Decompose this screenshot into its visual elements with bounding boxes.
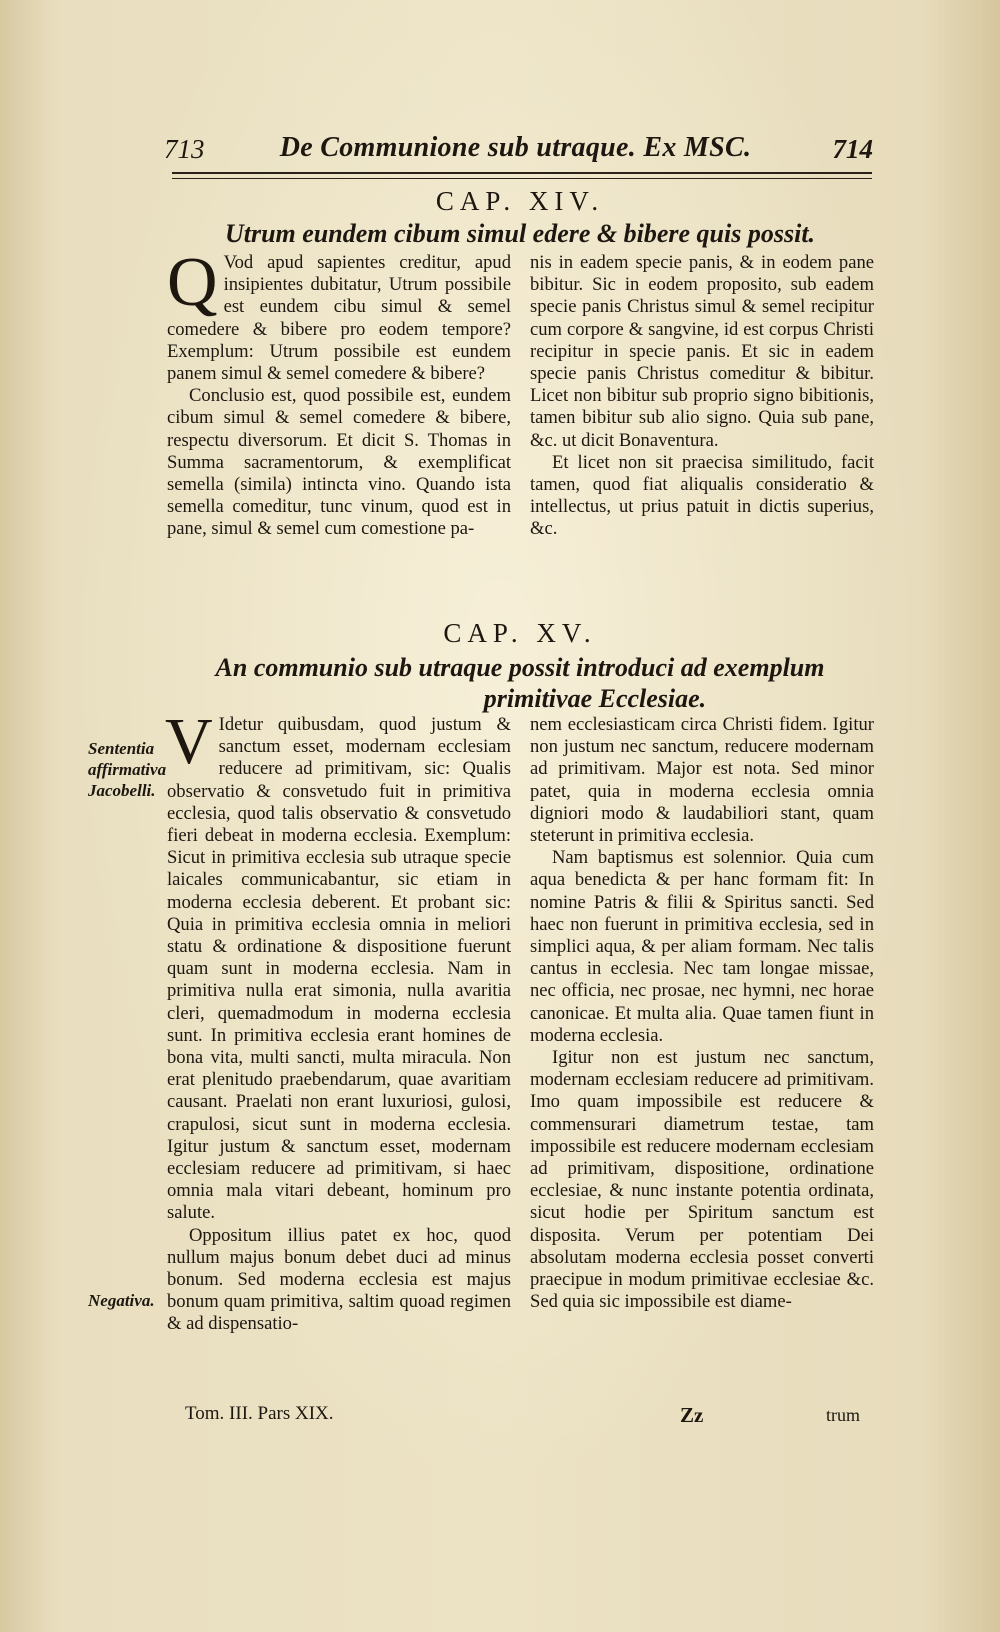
page-number-left: 713 — [164, 134, 205, 164]
running-title: De Communione sub utraque. Ex MSC. — [279, 132, 752, 163]
chapter-14-paragraph-4: Et licet non sit praecisa similitudo, facit tamen, quod fiat aliqualis consideratio & intellectus, ut prius patuit in dictis superius, &c. — [530, 451, 874, 540]
chapter-15-paragraph-3: nem ecclesiasticam circa Christi fidem. Igitur non justum nec sanctum, reducere modernam ad primitivam. Major est nota. Sed minor patet, quia in moderna ecclesia omnia digniori modo & laudabiliori stant, quam steterunt in primitiva ecclesia. — [530, 714, 874, 847]
margin-note-affirmative: Sententia affirmativa Jacobelli. — [88, 739, 167, 800]
chapter-14-column-right — [530, 252, 874, 541]
margin-note-negative: Negativa. — [88, 1291, 155, 1310]
running-head — [158, 128, 873, 172]
page-number-right: 714 — [832, 134, 873, 164]
footer-catchword: trum — [826, 1405, 860, 1425]
chapter-14-paragraph-1: Q Vod apud sapientes creditur, apud insipientes dubitatur, Utrum possibile est eundem cibu simul & semel comedere & bibere pro eodem tempore? Exemplum: Utrum possibile est eundem panem simul & semel comedere & bibere? — [167, 244, 511, 385]
footer-volume: Tom. III. Pars XIX. — [185, 1403, 334, 1424]
chapter-14-title: Utrum eundem cibum simul edere & bibere quis possit. — [224, 219, 816, 248]
header-rule — [172, 172, 872, 179]
chapter-14-column-left — [167, 244, 511, 541]
chapter-15-paragraph-1: V Idetur quibusdam, quod justum & sanctum esset, modernam ecclesiam reducere ad primitivam, sic: Qualis observatio & consvetudo fuit in primitiva ecclesia, quod talis observatio & consvetudo fieri debeat in moderna ecclesia. Exemplum: Sicut in primitiva ecclesia sub utraque specie laicales communicabantur, sic etiam in moderna ecclesia deberent. Et probant sic: Quia in primitiva ecclesia omnia in meliori statu & ordinatione & dispositione fuerunt quam sunt in moderna ecclesia. Nam in primitiva nulla erat simonia, nulla avaritia cleri, quemadmodum in moderna ecclesia sunt. In primitiva ecclesia erant homines de bona vita, multi sancti, multa miracula. Non erat plenitudo praebendarum, quae avaritiam causant. Praelati non erant luxuriosi, gulosi, crapulosi, sicut sunt in moderna ecclesia. Igitur justum & sanctum esset, modernam ecclesiam reducere ad primitivam, si haec omnia mala vitari debeant, hominum pro salute. — [165, 705, 511, 1224]
drop-cap-v: V — [165, 705, 213, 778]
chapter-15-title-line-2: primitivae Ecclesiae. — [483, 684, 707, 713]
drop-cap-q: Q — [167, 244, 218, 321]
chapter-15-heading: CAP. XV. — [443, 618, 597, 648]
chapter-14-heading: CAP. XIV. — [435, 186, 605, 216]
chapter-14-paragraph-3: nis in eadem specie panis, & in eodem pane bibitur. Sic in eodem proposito, sub eadem specie panis Christus simul & semel recipitur cum corpore & sangvine, id est corpus Christi recipitur in specie panis. Et sic in eadem specie panis Christus comeditur & bibitur. Licet non bibitur sub proprio signo bibitionis, tamen bibitur sub alio signo. Quia sub pane, &c. ut dicit Bonaventura. — [530, 252, 874, 451]
footer-signature: Zz — [680, 1403, 704, 1427]
chapter-15-paragraph-2: Oppositum illius patet ex hoc, quod nullum majus bonum debet duci ad minus bonum. Sed moderna ecclesia est majus bonum quam primitiva, saltim quoad regimen & ad dispensatio- — [167, 1224, 511, 1335]
chapter-15-column-left — [165, 705, 511, 1336]
chapter-15-title-line-1: An communio sub utraque possit introduci ad exemplum — [215, 653, 825, 682]
chapter-15-paragraph-4: Nam baptismus est solennior. Quia cum aqua benedicta & per hanc formam fit: In nomine Patris & filii & Spiritus sancti. Sed haec non fuerunt in primitiva ecclesia, sed in simplici aqua, & per aliam formam. Nec talis cantus in ecclesia. Nec tam longae missae, nec officia, nec prosae, nec hymni, nec horae canonicae. Et multa alia. Quae tamen fiunt in moderna ecclesia. — [530, 847, 874, 1046]
chapter-14-paragraph-2: Conclusio est, quod possibile est, eundem cibum simul & semel comedere & bibere, respectu diversorum. Et dicit S. Thomas in Summa sacramentorum, & exemplificat semella (simila) intincta vino. Quando ista semella comeditur, tunc vinum, quod est in pane, simul & semel cum comestione pa- — [167, 385, 511, 540]
chapter-15-column-right — [530, 714, 874, 1313]
chapter-15-paragraph-5: Igitur non est justum nec sanctum, modernam ecclesiam reducere ad primitivam. Imo quam impossibile est reducere & commensurari diametrum testae, tam impossibile est reducere modernam ecclesiam ad primitivam, dispositione, ordinatione ecclesiae, & nunc instante potentia ordinata, sicut hodie per Spiritum sanctum est disposita. Verum per potentiam Dei absolutam moderna ecclesia posset converti praecipue in modum primitivae ecclesiae &c. Sed quia sic impossibile est diame- — [530, 1047, 874, 1313]
